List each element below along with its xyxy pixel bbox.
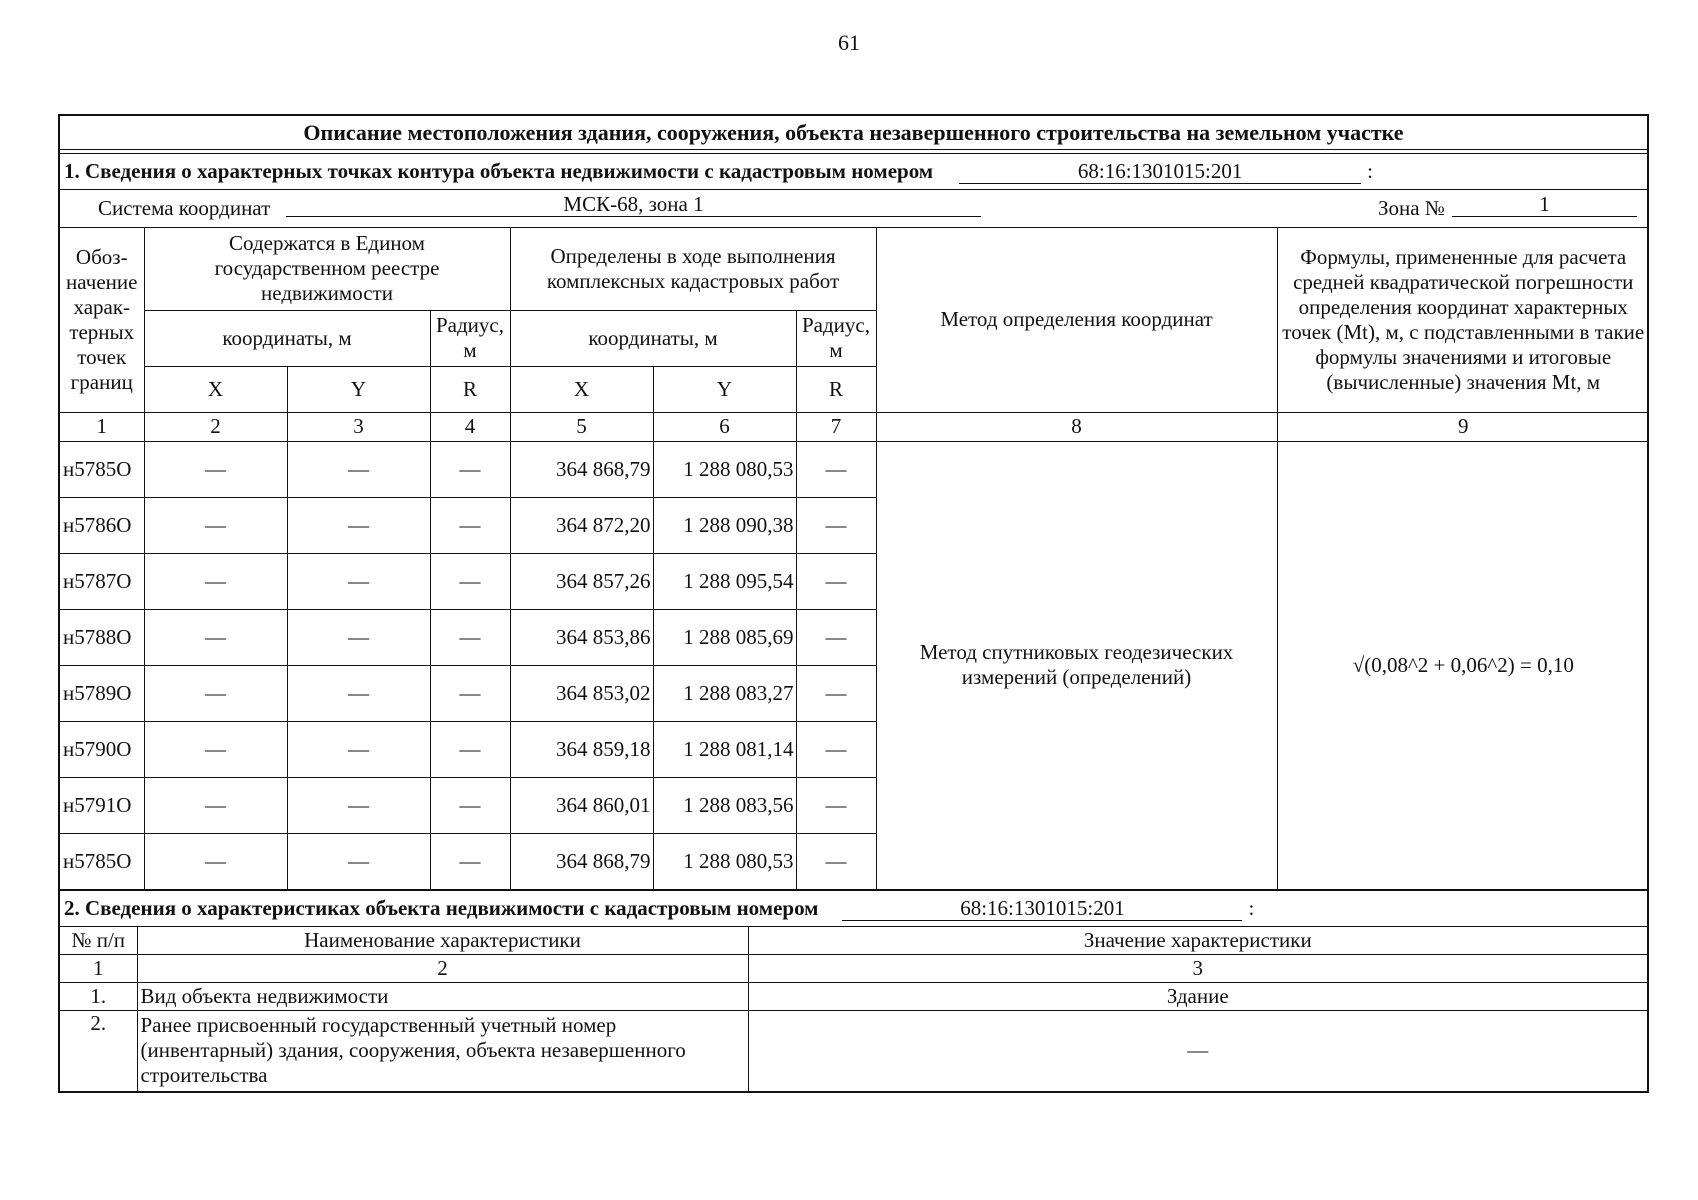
works-y-cell: 1 288 080,53	[653, 441, 796, 497]
egrn-y-cell: —	[287, 833, 430, 889]
works-y-cell: 1 288 083,56	[653, 777, 796, 833]
egrn-y-cell: —	[287, 777, 430, 833]
characteristic-name: Ранее присвоенный государственный учетный номер (инвентарный) здания, сооружения, объекта незавершенного строительства	[137, 1011, 748, 1091]
works-x-cell: 364 868,79	[510, 441, 653, 497]
header-egrn-y: Y	[287, 366, 430, 412]
section2-label: 2. Сведения о характеристиках объекта недвижимости с кадастровым номером	[64, 895, 819, 920]
egrn-y-cell: —	[287, 553, 430, 609]
zone-label: Зона №	[1378, 196, 1445, 220]
egrn-r-cell: —	[430, 665, 510, 721]
works-y-cell: 1 288 085,69	[653, 609, 796, 665]
point-name: н5785О	[60, 833, 144, 889]
works-x-cell: 364 853,86	[510, 609, 653, 665]
section2-header	[60, 890, 1647, 927]
col-number: 6	[653, 412, 796, 441]
works-x-cell: 364 859,18	[510, 721, 653, 777]
section1-cadastral-number: 68:16:1301015:201	[959, 159, 1361, 184]
egrn-x-cell: —	[144, 777, 287, 833]
egrn-r-cell: —	[430, 441, 510, 497]
egrn-r-cell: —	[430, 833, 510, 889]
header-works-x: X	[510, 366, 653, 412]
point-name: н5787О	[60, 553, 144, 609]
point-name: н5791О	[60, 777, 144, 833]
characteristic-value: —	[748, 1011, 1647, 1091]
col-number: 2	[144, 412, 287, 441]
egrn-r-cell: —	[430, 497, 510, 553]
header-egrn-radius: Радиус, м	[430, 310, 510, 366]
header-method: Метод определения координат	[876, 228, 1277, 412]
points-table	[60, 228, 1649, 890]
characteristic-name: Вид объекта недвижимости	[137, 983, 748, 1011]
point-name: н5785О	[60, 441, 144, 497]
table-row	[60, 1011, 1647, 1091]
works-x-cell: 364 853,02	[510, 665, 653, 721]
column-numbers-row	[60, 412, 1649, 441]
header-works-y: Y	[653, 366, 796, 412]
works-r-cell: —	[796, 609, 876, 665]
point-name: н5789О	[60, 665, 144, 721]
header-egrn-group: Содержатся в Едином государственном реестре недвижимости	[144, 228, 510, 310]
zone-value: 1	[1452, 192, 1637, 217]
point-name: н5790О	[60, 721, 144, 777]
egrn-r-cell: —	[430, 553, 510, 609]
header-works-r: R	[796, 366, 876, 412]
method-value: Метод спутниковых геодезических измерений (определений)	[876, 441, 1277, 889]
col-number: 3	[748, 955, 1647, 983]
col-number: 3	[287, 412, 430, 441]
works-r-cell: —	[796, 833, 876, 889]
col-number: 1	[60, 955, 137, 983]
section2-cadastral-number: 68:16:1301015:201	[842, 896, 1242, 921]
coord-system-value: МСК-68, зона 1	[286, 192, 981, 217]
egrn-y-cell: —	[287, 497, 430, 553]
egrn-r-cell: —	[430, 721, 510, 777]
characteristic-value: Здание	[748, 983, 1647, 1011]
egrn-y-cell: —	[287, 721, 430, 777]
formula-value: √(0,08^2 + 0,06^2) = 0,10	[1277, 441, 1649, 889]
page-number: 61	[838, 30, 860, 55]
works-r-cell: —	[796, 777, 876, 833]
works-r-cell: —	[796, 721, 876, 777]
egrn-x-cell: —	[144, 497, 287, 553]
section1-label: 1. Сведения о характерных точках контура объекта недвижимости с кадастровым номером	[64, 159, 934, 183]
works-y-cell: 1 288 083,27	[653, 665, 796, 721]
coordinate-system-row	[60, 190, 1647, 228]
works-x-cell: 364 860,01	[510, 777, 653, 833]
header-works-group: Определены в ходе выполнения комплексных кадастровых работ	[510, 228, 876, 310]
works-y-cell: 1 288 080,53	[653, 833, 796, 889]
row-number: 2.	[60, 1011, 137, 1091]
egrn-x-cell: —	[144, 721, 287, 777]
egrn-x-cell: —	[144, 665, 287, 721]
coord-system-label: Система координат	[98, 196, 271, 220]
section2-suffix: :	[1248, 895, 1255, 920]
header-egrn-r: R	[430, 366, 510, 412]
col-number: 5	[510, 412, 653, 441]
header-works-radius: Радиус, м	[796, 310, 876, 366]
col-number: 8	[876, 412, 1277, 441]
col-number: 7	[796, 412, 876, 441]
header-characteristic-name: Наименование характеристики	[137, 927, 748, 955]
point-name: н5788О	[60, 609, 144, 665]
works-r-cell: —	[796, 441, 876, 497]
works-x-cell: 364 857,26	[510, 553, 653, 609]
egrn-y-cell: —	[287, 609, 430, 665]
row-number: 1.	[60, 983, 137, 1011]
col-number: 2	[137, 955, 748, 983]
header-formulas: Формулы, примененные для расчета средней квадратической погрешности определения координат характерных точек (Mt), м, с подставленными в такие формулы значениями и итоговые (вычисленные) значения Mt, м	[1277, 228, 1649, 412]
egrn-r-cell: —	[430, 777, 510, 833]
works-y-cell: 1 288 081,14	[653, 721, 796, 777]
egrn-x-cell: —	[144, 609, 287, 665]
egrn-r-cell: —	[430, 609, 510, 665]
header-egrn-coords: координаты, м	[144, 310, 430, 366]
works-y-cell: 1 288 095,54	[653, 553, 796, 609]
col-number: 4	[430, 412, 510, 441]
header-point-designation: Обоз-начение харак-терных точек границ	[60, 228, 144, 412]
header-egrn-x: X	[144, 366, 287, 412]
col-number: 1	[60, 412, 144, 441]
header-works-coords: координаты, м	[510, 310, 796, 366]
section1-suffix: :	[1367, 159, 1373, 183]
egrn-x-cell: —	[144, 553, 287, 609]
characteristics-table	[60, 927, 1647, 1091]
works-r-cell: —	[796, 553, 876, 609]
document-frame	[58, 114, 1649, 1093]
table-row	[60, 983, 1647, 1011]
works-r-cell: —	[796, 497, 876, 553]
section1-header	[60, 153, 1647, 190]
works-y-cell: 1 288 090,38	[653, 497, 796, 553]
header-characteristic-value: Значение характеристики	[748, 927, 1647, 955]
works-x-cell: 364 868,79	[510, 833, 653, 889]
egrn-x-cell: —	[144, 833, 287, 889]
document-title: Описание местоположения здания, сооружения, объекта незавершенного строительства на земельном участке	[60, 116, 1647, 150]
header-row-number: № п/п	[60, 927, 137, 955]
works-x-cell: 364 872,20	[510, 497, 653, 553]
point-name: н5786О	[60, 497, 144, 553]
table-row	[60, 441, 1649, 497]
works-r-cell: —	[796, 665, 876, 721]
col-number: 9	[1277, 412, 1649, 441]
egrn-y-cell: —	[287, 441, 430, 497]
egrn-y-cell: —	[287, 665, 430, 721]
egrn-x-cell: —	[144, 441, 287, 497]
